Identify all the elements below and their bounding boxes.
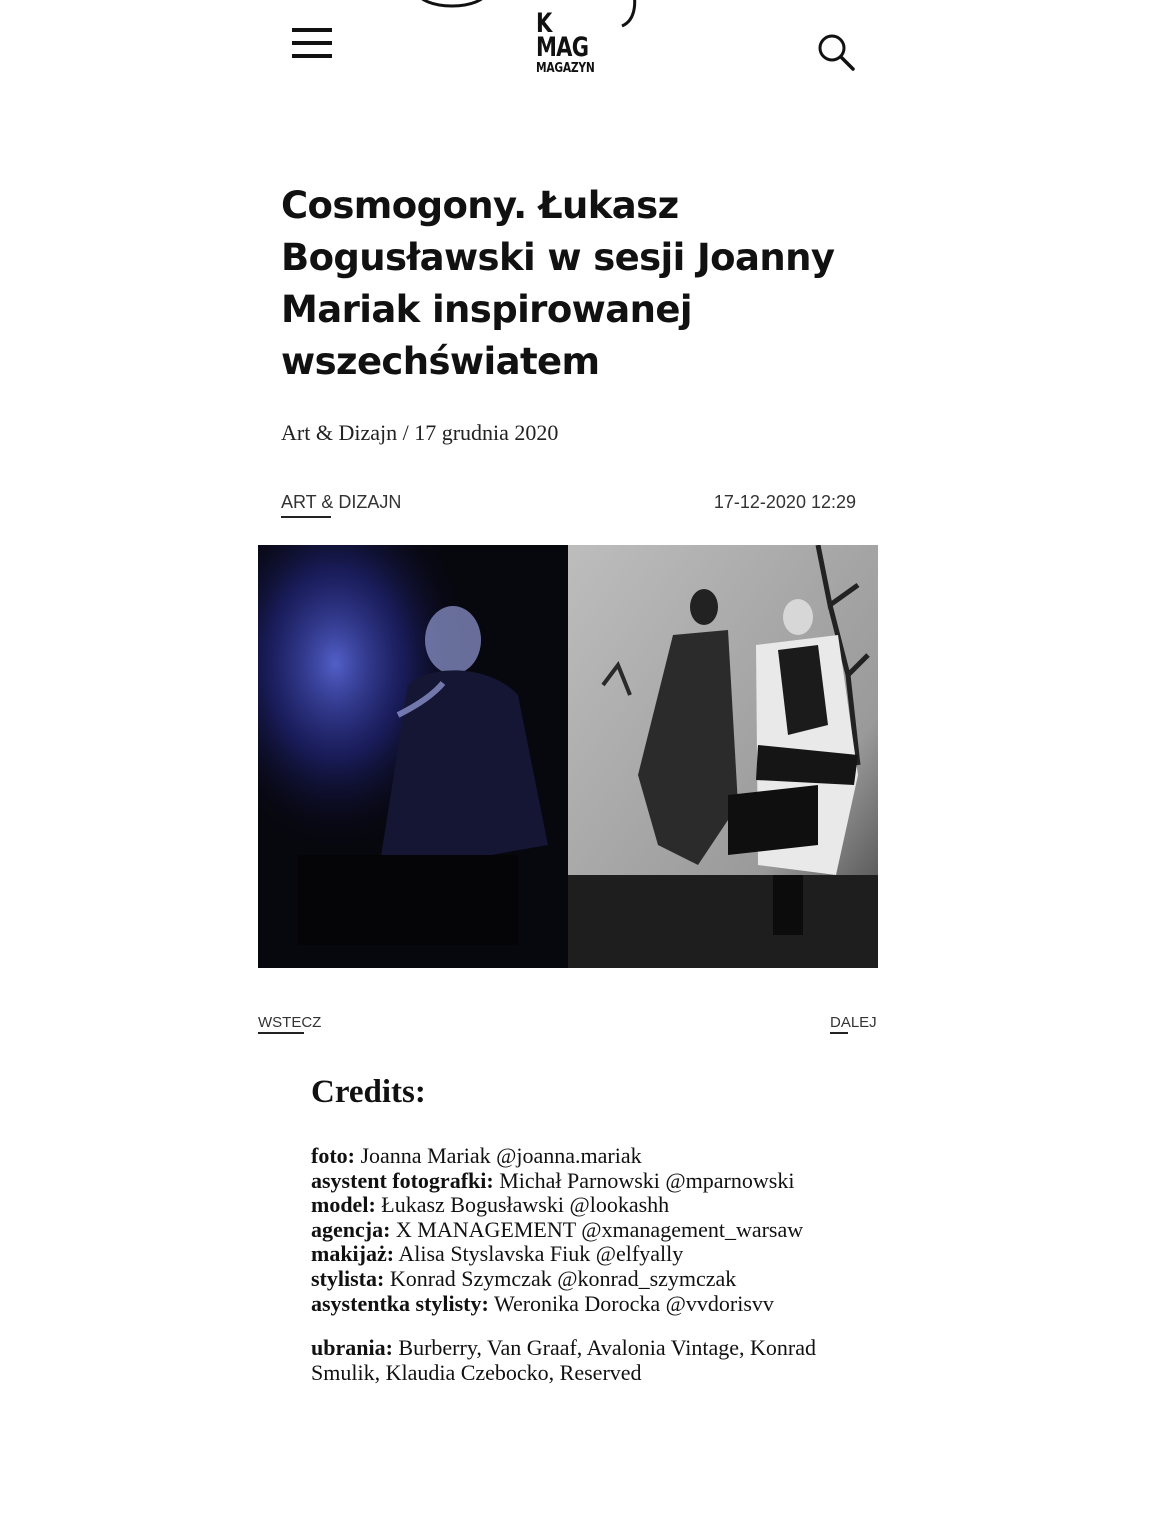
credit-item: [311, 1267, 831, 1292]
credit-label: agencja:: [311, 1216, 391, 1242]
gallery-next-link[interactable]: DALEJ: [830, 1014, 877, 1031]
prev-underline: [258, 1032, 304, 1034]
search-icon[interactable]: [816, 32, 856, 72]
next-underline: [830, 1032, 848, 1034]
published-datetime: 17-12-2020 12:29: [713, 492, 856, 512]
credit-value: Burberry, Van Graaf, Avalonia Vintage, Konrad Smulik, Klaudia Czebocko, Reserved: [311, 1335, 816, 1385]
credit-item: [311, 1144, 831, 1169]
credit-label: asystentka stylisty:: [311, 1290, 489, 1316]
meta-separator: /: [397, 420, 415, 445]
credit-item: [311, 1292, 831, 1317]
category-underline: [281, 516, 331, 518]
credit-label: stylista:: [311, 1265, 385, 1291]
article-title: Cosmogony. Łukasz Bogusławski w sesji Joanny Mariak inspirowanej wszechświatem: [281, 184, 835, 383]
logo-line-2: MAG: [536, 32, 589, 63]
credit-item: [311, 1218, 831, 1243]
category-tag-link[interactable]: ART & DIZAJN: [281, 492, 402, 512]
credits-list: [311, 1144, 831, 1385]
site-logo[interactable]: [536, 10, 616, 75]
credits-heading: Credits:: [311, 1074, 426, 1110]
credit-item: [311, 1193, 831, 1218]
credit-item: [311, 1169, 831, 1194]
credit-value: Joanna Mariak @joanna.mariak: [354, 1143, 642, 1168]
credit-label: ubrania:: [311, 1335, 393, 1361]
credit-value: Łukasz Bogusławski @lookashh: [375, 1192, 670, 1218]
logo-line-3: MAGAZYN: [536, 61, 595, 76]
meta-category-link[interactable]: Art & Dizajn: [281, 420, 398, 445]
meta-date: 17 grudnia 2020: [414, 420, 559, 445]
credit-label: makijaż:: [311, 1241, 395, 1267]
credit-item-clothes: [311, 1336, 831, 1385]
credit-value: Weronika Dorocka @vvdorisvv: [488, 1290, 774, 1316]
gallery-image: [258, 545, 878, 968]
credit-label: asystent fotografki:: [311, 1167, 494, 1193]
credit-label: foto:: [311, 1143, 355, 1168]
credit-value: Alisa Styslavska Fiuk @elfyally: [394, 1241, 684, 1267]
gallery-prev-link[interactable]: WSTECZ: [258, 1014, 322, 1031]
credit-item: [311, 1242, 831, 1267]
credits-spacer: [311, 1316, 831, 1336]
hamburger-menu-icon[interactable]: [292, 28, 334, 62]
article-meta: [281, 420, 558, 446]
logo-line-1: K: [536, 8, 552, 39]
credit-value: Konrad Szymczak @konrad_szymczak: [384, 1265, 737, 1291]
credit-value: X MANAGEMENT @xmanagement_warsaw: [390, 1216, 804, 1242]
credit-value: Michał Parnowski @mparnowski: [493, 1167, 795, 1193]
credit-label: model:: [311, 1192, 376, 1218]
credits-section: [311, 1070, 831, 1385]
